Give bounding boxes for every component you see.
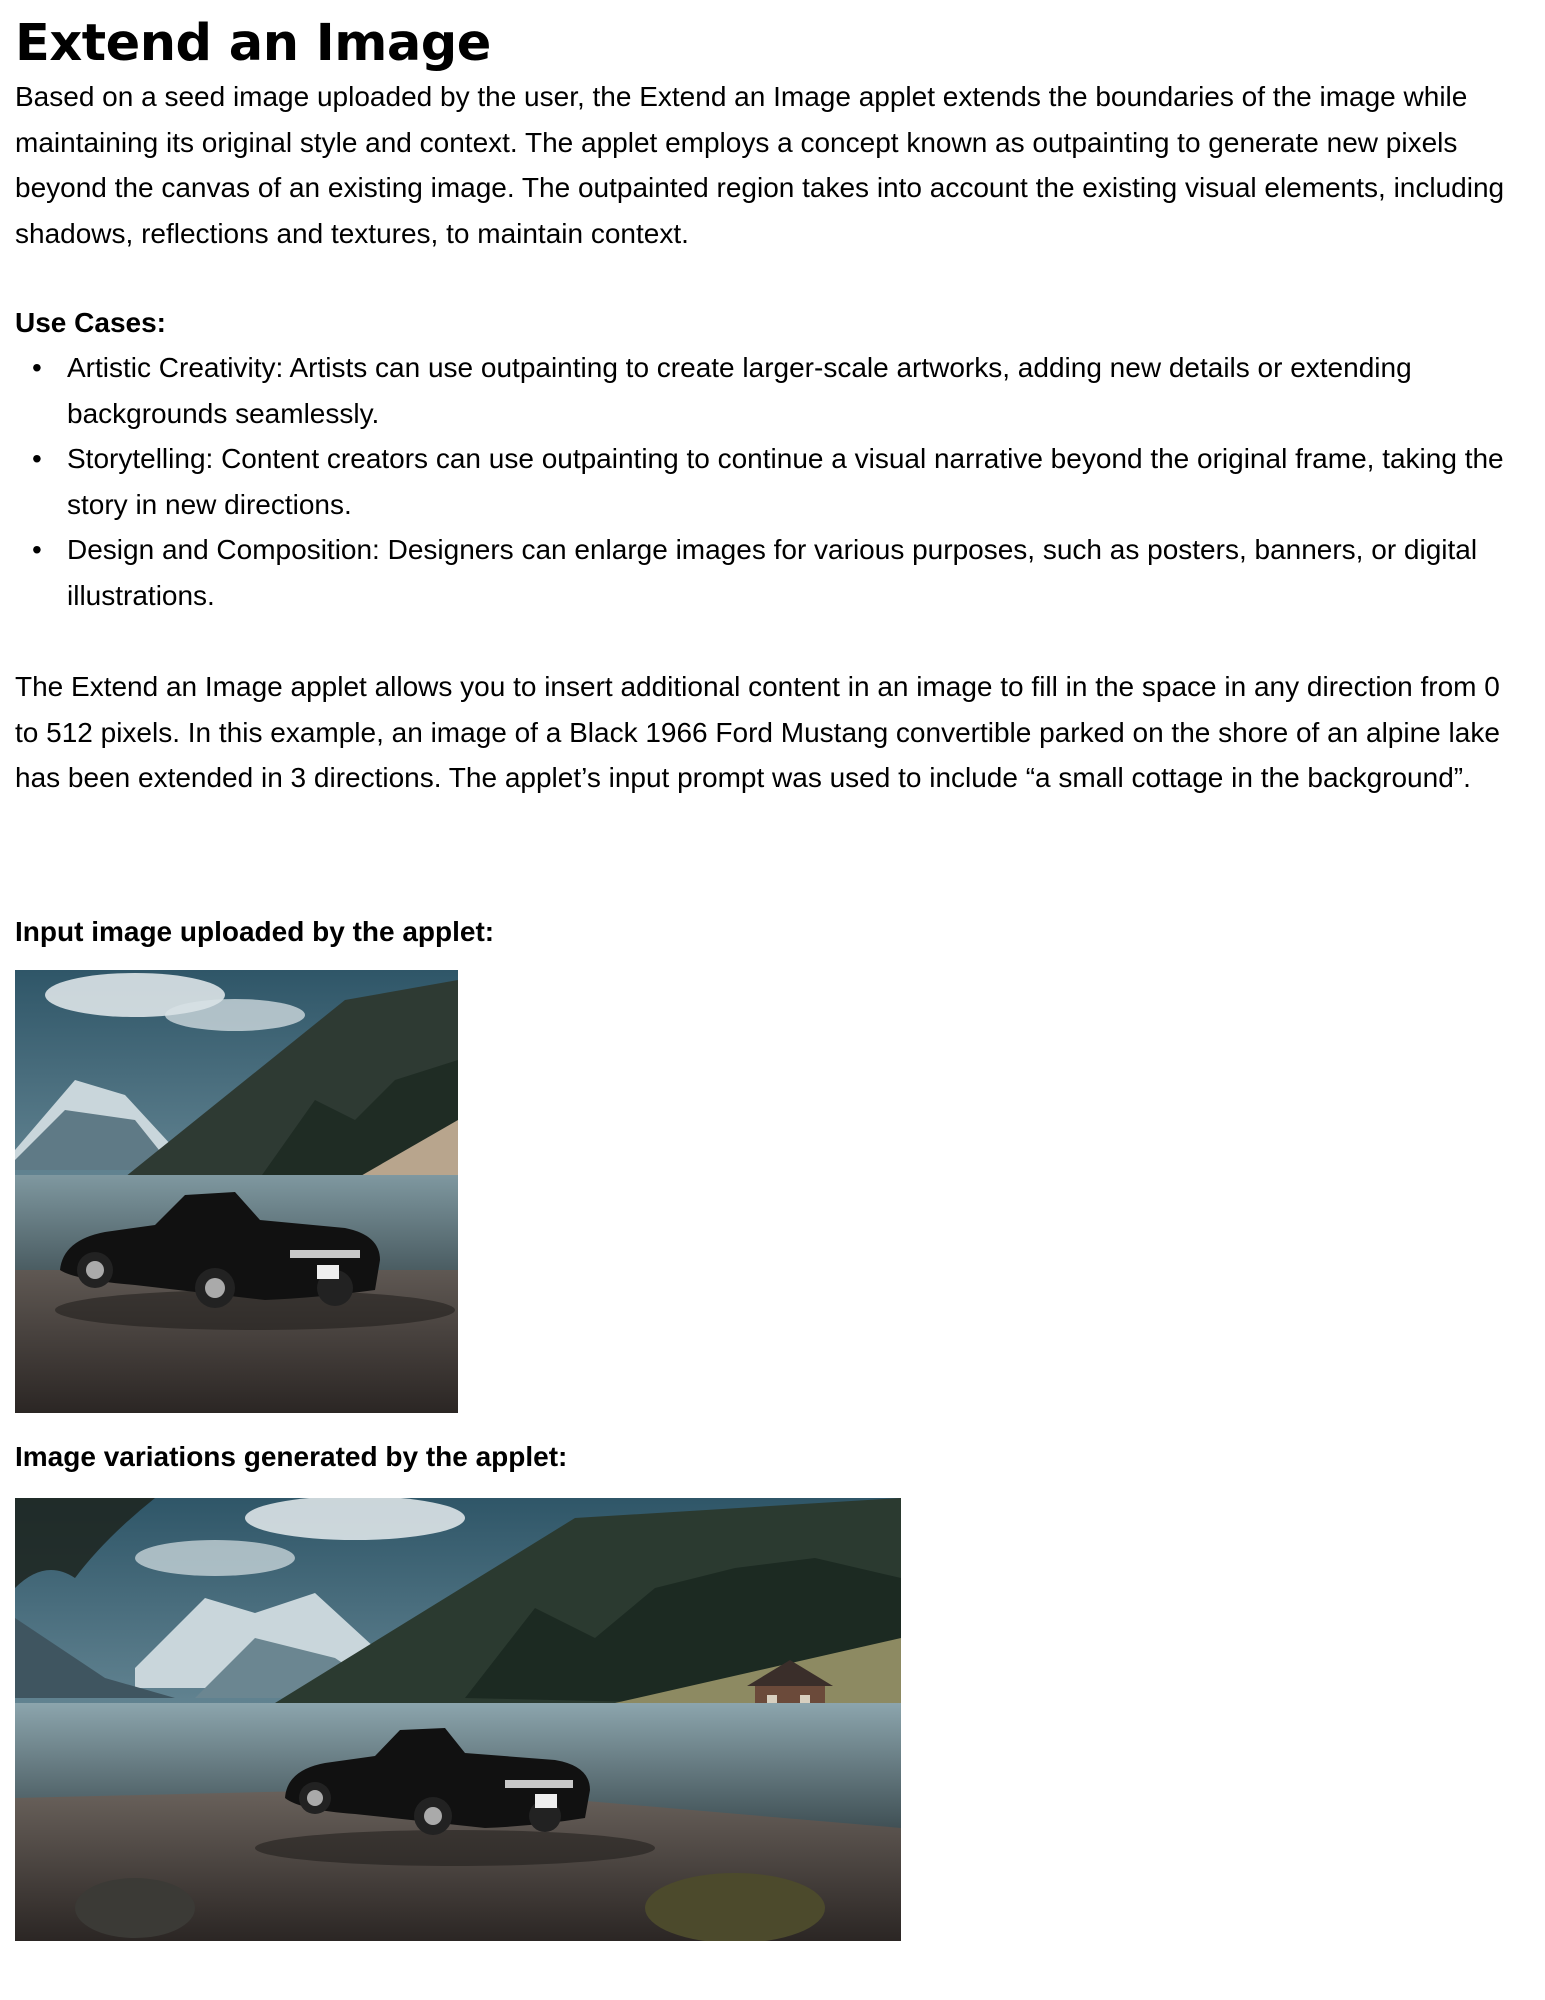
list-item: • Storytelling: Content creators can use outpainting to continue a visual narrative beyond the original frame, taking the story in new directions. xyxy=(15,436,1525,527)
list-item: • Design and Composition: Designers can enlarge images for various purposes, such as posters, banners, or digital illustrations. xyxy=(15,527,1525,618)
input-image-heading: Input image uploaded by the applet: xyxy=(15,916,495,947)
page-title: Extend an Image xyxy=(15,14,491,73)
output-image xyxy=(15,1498,901,1941)
example-paragraph: The Extend an Image applet allows you to insert additional content in an image to fill in the space in any direction from 0 to 512 pixels. In this example, an image of a Black 1966 Ford Mustang convertible parked on the shore of an alpine lake has been extended in 3 directions. The applet’s input prompt was used to include “a small cottage in the background”. xyxy=(15,671,1500,793)
list-item: • Artistic Creativity: Artists can use outpainting to create larger-scale artworks, adding new details or extending backgrounds seamlessly. xyxy=(15,345,1525,436)
output-image-heading: Image variations generated by the applet: xyxy=(15,1441,568,1472)
intro-paragraph: Based on a seed image uploaded by the user, the Extend an Image applet extends the boundaries of the image while maintaining its original style and context. The applet employs a concept known as outpainting to generate new pixels beyond the canvas of an existing image. The outpainted region takes into account the existing visual elements, including shadows, reflections and textures, to maintain context. xyxy=(15,81,1505,249)
input-image xyxy=(15,970,458,1413)
use-cases-list xyxy=(15,345,1525,618)
use-cases-heading: Use Cases: xyxy=(15,307,166,338)
